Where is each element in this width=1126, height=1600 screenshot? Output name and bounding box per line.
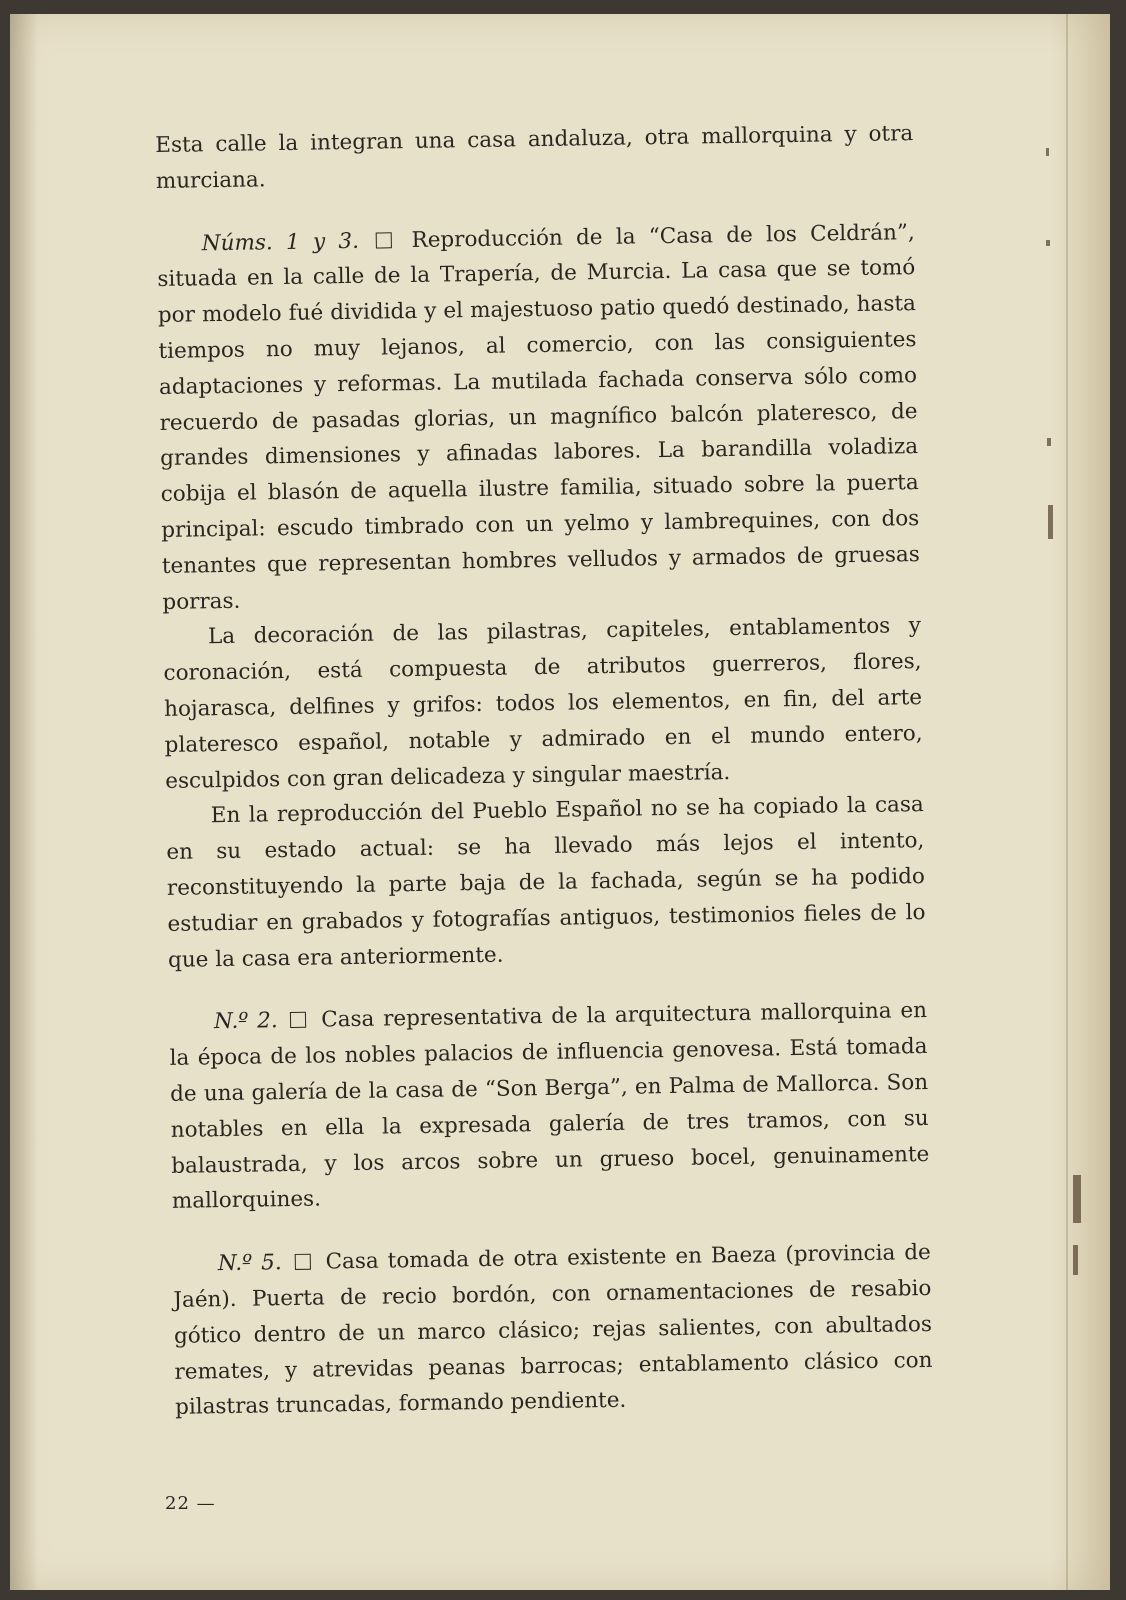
- paragraph-num-5: [173, 1235, 934, 1426]
- paragraph-text: Esta calle la integran una casa andaluza, otra mallorquina y otra murciana.: [155, 121, 914, 194]
- paragraph-reproduction: [166, 787, 927, 978]
- page-number: 22 —: [165, 1493, 216, 1514]
- margin-mark: [1073, 1175, 1081, 1223]
- body-text: [155, 116, 933, 1426]
- paragraph-nums-1-3: [157, 215, 921, 621]
- page-edge-line: [1066, 14, 1068, 1590]
- paragraph-text: Reproducción de la “Casa de los Celdrán”, situada en la calle de la Trapería, de Murcia. La casa que se tomó por modelo fué dividida y el majestuoso patio quedó destinado, hasta tiempos no muy lejanos, al comercio, con las consiguientes adaptaciones y reformas. La mutilada fachada conserva sólo como recuerdo de pasadas glorias, un magnífico balcón plateresco, de grandes dimensiones y afinadas labores. La barandilla voladiza cobija el blasón de aquella ilustre familia, situado sobre la puerta principal: escudo timbrado con un yelmo y lambrequines, con dos tenantes que representan hombres velludos y armados de gruesas porras.: [157, 219, 920, 615]
- paragraph-text: En la reproducción del Pueblo Español no se ha copiado la casa en su estado actual: se ha llevado más lejos el intento, reconstituyendo la parte baja de la fachada, según se ha podido estudiar en grabados y fotografías antiguos, testimonios fieles de lo que la casa era anteriormente.: [166, 792, 926, 973]
- square-bullet-icon: [290, 1012, 306, 1028]
- entry-lead: Núms. 1 y 3.: [201, 228, 360, 256]
- paragraph-decoration: [163, 608, 924, 799]
- margin-mark: [1048, 505, 1053, 539]
- margin-mark: [1046, 148, 1049, 156]
- paragraph-text: Casa tomada de otra existente en Baeza (provincia de Jaén). Puerta de recio bordón, con ornamentaciones de resabio gótico dentro de un marco clásico; rejas salientes, con abultados remates, y atrevidas peanas barrocas; entablamento clásico con pilastras truncadas, formando pendiente.: [173, 1240, 933, 1421]
- square-bullet-icon: [376, 232, 392, 248]
- entry-lead: N.º 2.: [213, 1008, 278, 1035]
- entry-lead: N.º 5.: [217, 1250, 282, 1277]
- paragraph-intro: [155, 116, 914, 199]
- margin-mark: [1047, 438, 1051, 446]
- paragraph-num-2: [169, 993, 930, 1220]
- square-bullet-icon: [295, 1254, 311, 1270]
- paragraph-text: La decoración de las pilastras, capiteles, entablamentos y coronación, está compuesta de atributos guerreros, flores, hojarasca, delfines y grifos: todos los elementos, en fin, del arte plateresco español, notable y admirado en el mundo entero, esculpidos con gran delicadeza y singular maestría.: [163, 613, 923, 794]
- paragraph-text: Casa representativa de la arquitectura mallorquina en la época de los nobles palacios de influencia genovesa. Está tomada de una galería de la casa de “Son Berga”, en Palma de Mallorca. Son notables en ella la expresada galería de tres tramos, con su balaustrada, y los arcos sobre un grueso bocel, genuinamente mallorquines.: [169, 998, 930, 1215]
- margin-mark: [1046, 240, 1050, 246]
- margin-mark: [1073, 1245, 1078, 1275]
